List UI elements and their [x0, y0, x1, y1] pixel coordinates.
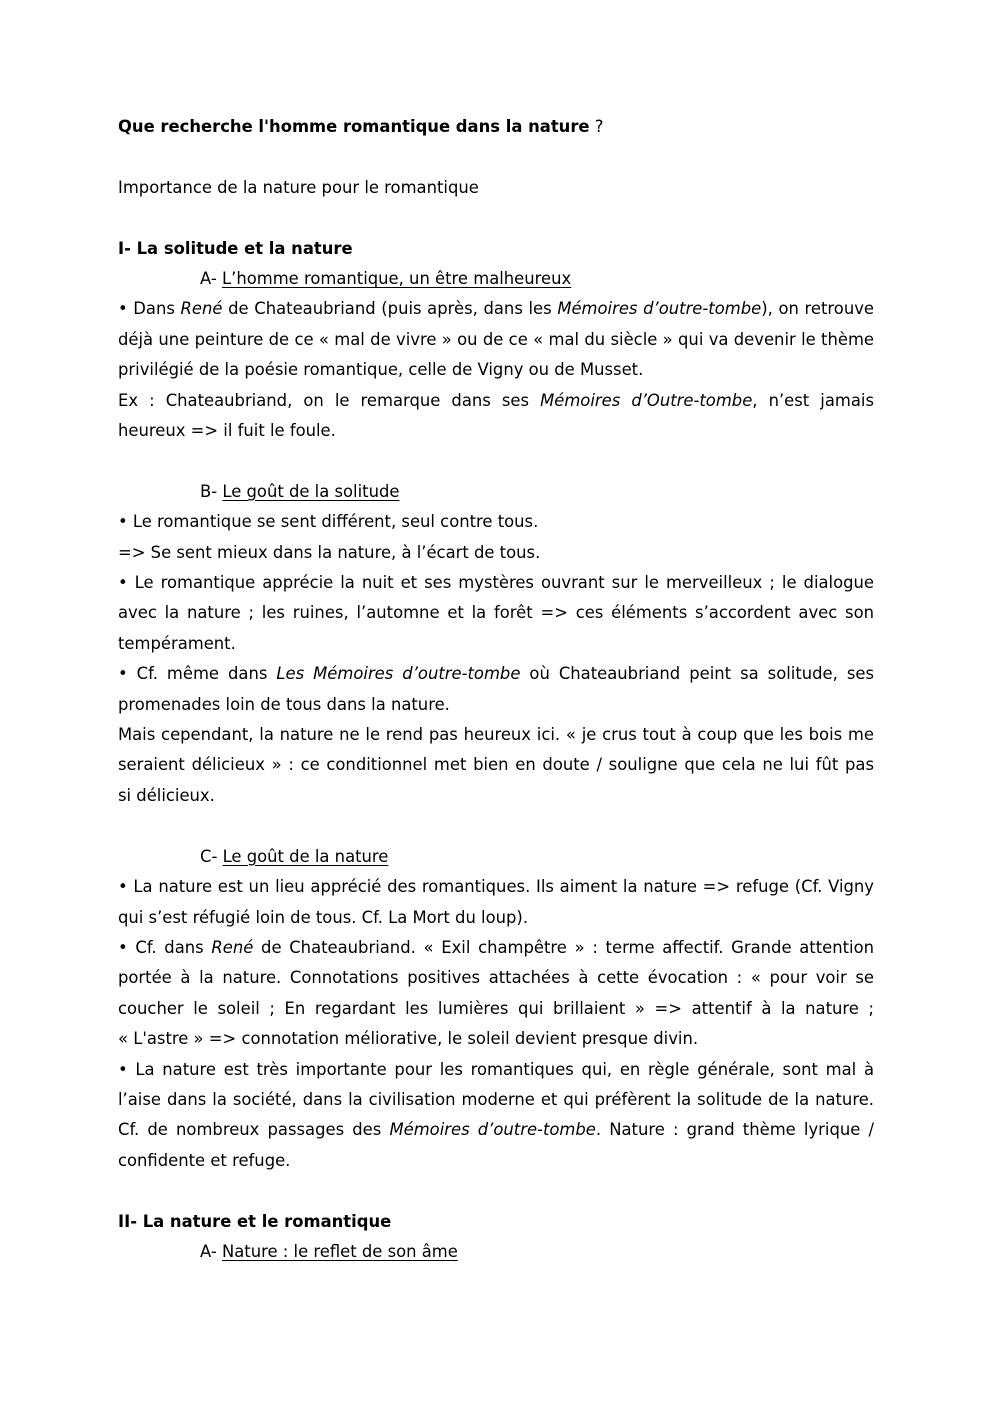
- part2-heading: II- La nature et le romantique: [118, 1211, 392, 1231]
- italic-text: Mémoires d’Outre-tombe: [540, 390, 753, 410]
- paragraph-line: [118, 386, 874, 416]
- text-run: où Chateaubriand peint sa solitude, ses: [520, 664, 875, 684]
- subheading-prefix: A-: [200, 1241, 222, 1261]
- paragraph-line: « L'astre » => connotation méliorative, le soleil devient presque divin.: [118, 1029, 699, 1049]
- paragraph-line: coucher le soleil ; En regardant les lumières qui brillaient » => attentif à la nature ;: [118, 998, 874, 1018]
- subheading-text: Nature : le reflet de son âme: [221, 1241, 458, 1261]
- spacer: [118, 142, 874, 172]
- title-bold: Que recherche l'homme romantique dans la nature: [118, 117, 590, 136]
- paragraph-line: portée à la nature. Connotations positives attachées à cette évocation : « pour voir se: [118, 968, 874, 988]
- paragraph-line: • La nature est très importante pour les romantiques qui, en règle générale, sont mal à: [118, 1059, 874, 1079]
- italic-text: Mémoires d’outre-tombe: [557, 299, 762, 319]
- text-run: Cf. de nombreux passages des: [118, 1120, 390, 1140]
- intro-text: Importance de la nature pour le romantique: [118, 177, 479, 197]
- paragraph-line: [118, 933, 874, 963]
- paragraph-line: privilégié de la poésie romantique, celle de Vigny ou de Musset.: [118, 360, 644, 380]
- part1-C-title: [118, 842, 874, 872]
- subheading-prefix: A-: [200, 269, 222, 288]
- paragraph-line: l’aise dans la société, dans la civilisation moderne et qui préfèrent la solitude de la nature.: [118, 1089, 874, 1109]
- italic-text: Les Mémoires d’outre-tombe: [276, 664, 521, 684]
- part1-A-title: [118, 264, 874, 294]
- paragraph-line: Mais cependant, la nature ne le rend pas heureux ici. « je crus tout à coup que les bois me: [118, 725, 874, 745]
- subheading-prefix: C-: [200, 846, 223, 866]
- text-run: . Nature : grand thème lyrique /: [595, 1120, 874, 1140]
- paragraph-line: déjà une peinture de ce « mal de vivre » ou de ce « mal du siècle » qui va devenir le thème: [118, 329, 874, 349]
- paragraph-line: • Le romantique se sent différent, seul contre tous.: [118, 512, 539, 532]
- paragraph-line: tempérament.: [118, 633, 236, 653]
- part1-heading: I- La solitude et la nature: [118, 238, 353, 258]
- document-page: [118, 112, 874, 1267]
- italic-text: Mémoires d’outre-tombe: [389, 1120, 596, 1140]
- spacer: [118, 203, 874, 233]
- text-run: ), on retrouve: [761, 299, 874, 319]
- paragraph-line: confidente et refuge.: [118, 1150, 291, 1170]
- text-run: • Cf. dans: [118, 937, 212, 957]
- spacer: [118, 1176, 874, 1206]
- text-run: • Cf. même dans: [118, 664, 277, 684]
- paragraph-line: seraient délicieux » : ce conditionnel met bien en doute / souligne que cela ne lui fût pas: [118, 755, 874, 775]
- subheading-text: L’homme romantique, un être malheureux: [221, 269, 572, 288]
- paragraph-line: [118, 294, 874, 324]
- paragraph-line: • La nature est un lieu apprécié des romantiques. Ils aiment la nature => refuge (Cf. Vigny: [118, 877, 874, 897]
- paragraph-line: avec la nature ; les ruines, l’automne et la forêt => ces éléments s’accordent avec son: [118, 603, 874, 623]
- title-rest: ?: [589, 117, 604, 136]
- text-run: , n’est jamais: [752, 390, 874, 410]
- subheading-text: Le goût de la nature: [222, 846, 389, 866]
- subheading-prefix: B-: [200, 481, 223, 501]
- italic-text: René: [180, 299, 223, 319]
- text-run: de Chateaubriand. « Exil champêtre » : terme affectif. Grande attention: [253, 937, 875, 957]
- part1-B-title: [118, 477, 874, 507]
- spacer: [118, 446, 874, 476]
- italic-text: René: [211, 937, 254, 957]
- text-run: • Dans: [118, 299, 181, 319]
- paragraph-line: [118, 1115, 874, 1145]
- spacer: [118, 811, 874, 841]
- paragraph-line: • Le romantique apprécie la nuit et ses mystères ouvrant sur le merveilleux ; le dialogue: [118, 573, 874, 593]
- text-run: Ex : Chateaubriand, on le remarque dans ses: [118, 390, 541, 410]
- paragraph-line: promenades loin de tous dans la nature.: [118, 694, 450, 714]
- paragraph-line: qui s’est réfugié loin de tous. Cf. La Mort du loup).: [118, 907, 529, 927]
- paragraph-line: heureux => il fuit le foule.: [118, 421, 336, 441]
- paragraph-line: si délicieux.: [118, 785, 215, 805]
- part2-A-title: [118, 1237, 874, 1267]
- text-run: de Chateaubriand (puis après, dans les: [222, 299, 558, 319]
- subheading-text: Le goût de la solitude: [222, 481, 400, 501]
- paragraph-line: [118, 659, 874, 689]
- page-title: [118, 112, 874, 142]
- paragraph-line: => Se sent mieux dans la nature, à l’écart de tous.: [118, 542, 541, 562]
